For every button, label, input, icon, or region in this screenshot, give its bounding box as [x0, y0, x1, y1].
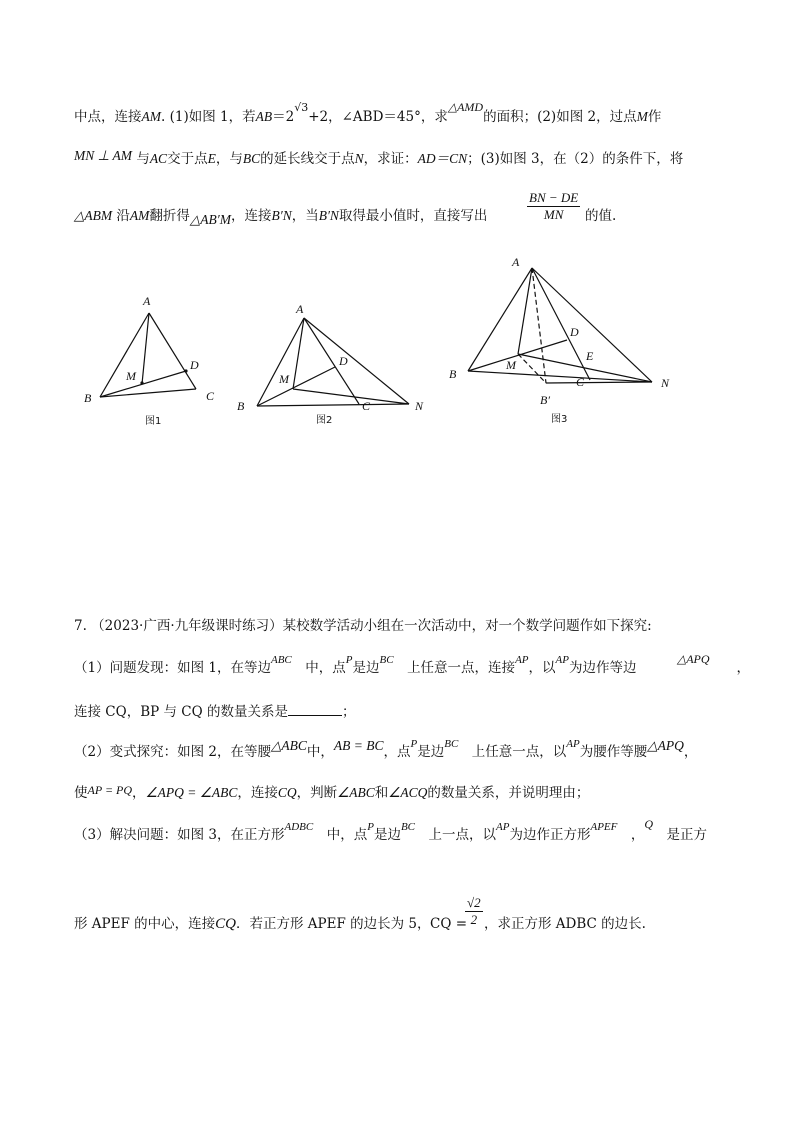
- text: ，判断: [296, 785, 338, 801]
- label-A: A: [296, 302, 304, 316]
- text: 的面积；(2)如图 2，过点: [483, 109, 637, 125]
- math-BpN: B′N: [271, 208, 292, 223]
- segment-AC: [149, 313, 196, 389]
- text: . (1)如图 1，若: [161, 109, 256, 125]
- label-N: N: [415, 399, 424, 413]
- math-M: M: [636, 109, 648, 124]
- text: +2，: [308, 109, 342, 125]
- math-AM: AM: [141, 109, 161, 124]
- label-B: B: [84, 391, 92, 405]
- math-BC: BC: [444, 738, 459, 750]
- figure-2-caption: 图2: [316, 415, 333, 426]
- math-sqrt3: √3: [294, 101, 309, 114]
- text: 是边: [352, 660, 380, 676]
- label-M: M: [506, 358, 516, 372]
- text: 与: [136, 151, 150, 167]
- label-B: B: [237, 399, 245, 413]
- text: ；: [341, 704, 356, 720]
- math-E: E: [207, 151, 216, 166]
- text: 上任意一点，连接: [407, 660, 516, 676]
- text: ；(3)如图 3，在（2）的条件下，将: [467, 151, 684, 167]
- math-AB: AB: [255, 109, 273, 124]
- text: ，: [683, 744, 698, 760]
- figure-2-labels: [237, 302, 424, 413]
- math-ABC: ABC: [270, 654, 292, 666]
- p6-line3-end: 的值.: [585, 208, 617, 224]
- p7-part2-line2: [74, 783, 589, 803]
- segment-BN: [257, 404, 409, 406]
- text: ，以: [528, 660, 556, 676]
- text: （3）解决问题：如图 3，在正方形: [74, 827, 285, 843]
- figure-2: [257, 318, 409, 406]
- figure-3: [468, 268, 652, 383]
- segment-MBp: [518, 354, 546, 383]
- p7-header: 7. （2023·广西·九年级课时练习）某校数学活动小组在一次活动中，对一个数学问题作如下探究:: [74, 618, 652, 634]
- fraction-denominator: MN: [543, 207, 564, 222]
- text: 是正方: [666, 827, 708, 843]
- label-C: C: [362, 399, 371, 413]
- text: ，: [630, 827, 645, 843]
- p7-part3-line2-end: ，求正方形 ADBC 的边长.: [484, 916, 646, 932]
- math-BC: BC: [379, 654, 394, 666]
- math-BpN: B′N: [318, 208, 339, 223]
- math-MN-perp-AM: MN ⊥ AM: [74, 148, 133, 163]
- p7-part3-line2: [74, 914, 431, 934]
- fraction-numerator: BN − DE: [529, 190, 579, 205]
- label-A: A: [512, 255, 520, 269]
- text: 中点，连接: [74, 109, 142, 125]
- text: 交于点: [167, 151, 208, 167]
- math-angle-eq: ∠APQ = ∠ABC: [145, 785, 238, 800]
- text: 中，点: [305, 660, 346, 676]
- text: 上一点，以: [428, 827, 497, 843]
- math-angle-ABC: ∠ABC: [337, 785, 375, 800]
- text: ，连接: [237, 785, 278, 801]
- math-AP: AP: [555, 654, 569, 666]
- text: ，点: [383, 744, 411, 760]
- segment-ABp: [532, 268, 546, 383]
- text: 中，点: [326, 827, 368, 843]
- text: ＝2: [272, 109, 295, 125]
- math-CQ-equals: CQ =: [430, 916, 467, 932]
- label-C: C: [576, 375, 585, 389]
- segment-BpN: [546, 382, 652, 383]
- math-APEF: APEF: [590, 821, 618, 833]
- label-E: E: [586, 349, 594, 363]
- math-angle-ACQ: ∠ACQ: [388, 785, 428, 800]
- figure-3-labels: [449, 255, 670, 407]
- text: 沿: [116, 208, 130, 224]
- math-AP: AP: [566, 738, 580, 750]
- text: 连接 CQ，BP 与 CQ 的数量关系是: [74, 704, 288, 720]
- text: 是边: [417, 744, 445, 760]
- label-N: N: [661, 376, 670, 390]
- label-D: D: [570, 325, 579, 339]
- math-P: P: [367, 821, 374, 833]
- text: （2）变式探究：如图 2，在等腰: [74, 744, 271, 760]
- fraction-sqrt2-over-2: [465, 895, 483, 928]
- text: 形 APEF 的中心，连接: [74, 916, 216, 932]
- p7-part1-line1: [74, 652, 751, 679]
- math-tri-APQ: △APQ: [676, 652, 710, 666]
- label-D: D: [190, 358, 199, 372]
- math-N: N: [354, 151, 364, 166]
- math-AC: AC: [149, 151, 168, 166]
- text: 和: [374, 785, 389, 801]
- label-M: M: [279, 372, 289, 386]
- math-tri-ABC: △ABC: [270, 738, 307, 753]
- answer-blank[interactable]: [288, 701, 342, 716]
- label-B: B: [449, 367, 457, 381]
- math-AP: AP: [515, 654, 529, 666]
- math-tri-ABM: △ABM: [74, 208, 113, 223]
- label-D: D: [339, 354, 348, 368]
- text: 是边: [373, 827, 401, 843]
- math-AP-eq-PQ: AP = PQ: [87, 783, 133, 797]
- segment-AN: [532, 268, 652, 382]
- text: ，与: [215, 151, 243, 167]
- math-AD-eq-CN: AD＝CN: [417, 151, 468, 166]
- math-tri-ABpM: △AB′M: [189, 212, 231, 227]
- math-AP: AP: [496, 821, 510, 833]
- text: 作: [647, 109, 662, 125]
- math-tri-APQ: △APQ: [647, 738, 684, 753]
- text: ，求证：: [363, 151, 418, 167]
- text: 使: [74, 785, 88, 801]
- p7-part3-line1: [74, 817, 708, 846]
- fraction-denominator: 2: [470, 912, 478, 927]
- text: 的延长线交于点: [260, 151, 355, 167]
- text: ，: [132, 785, 146, 801]
- math-BC: BC: [242, 151, 261, 166]
- math-AM: AM: [129, 208, 150, 223]
- text: 的数量关系，并说明理由；: [427, 785, 590, 801]
- math-CQ: CQ: [215, 916, 236, 932]
- segment-AM: [518, 268, 532, 354]
- text: ，连接: [231, 208, 272, 224]
- p7-part2-line1: [74, 738, 698, 763]
- text: 上任意一点，以: [471, 744, 567, 760]
- math-AB-eq-BC: AB = BC: [333, 738, 384, 753]
- fraction-numerator: √2: [467, 895, 481, 910]
- text: 为边作等边: [568, 660, 637, 676]
- segment-BD: [468, 340, 567, 371]
- math-CQ: CQ: [277, 785, 297, 800]
- math-ADBC: ADBC: [284, 821, 314, 833]
- math-P: P: [345, 654, 353, 666]
- segment-AN: [304, 318, 409, 404]
- figure-1-caption: 图1: [145, 416, 162, 427]
- math-BC: BC: [400, 821, 416, 833]
- text: 为边作正方形: [509, 827, 591, 843]
- text: 中，: [306, 744, 334, 760]
- text: 取得最小值时，直接写出: [338, 208, 488, 224]
- point-M: [140, 381, 143, 384]
- p7-part1-line2: [74, 701, 355, 722]
- point-D: [184, 369, 187, 372]
- text: 翻折得: [149, 208, 190, 224]
- math-Q: Q: [644, 817, 654, 831]
- text: ∠ABD＝45°，求: [341, 109, 448, 125]
- math-tri-AMD: △AMD: [447, 100, 484, 114]
- text: ，: [736, 660, 751, 676]
- math-P: P: [410, 738, 418, 750]
- text: 为腰作等腰: [579, 744, 648, 760]
- figure-1: [100, 313, 196, 397]
- figure-3-caption: 图3: [551, 414, 568, 425]
- label-A: A: [143, 294, 151, 308]
- text: （1）问题发现：如图 1，在等边: [74, 660, 271, 676]
- label-C: C: [206, 389, 215, 403]
- label-M: M: [126, 369, 136, 383]
- text: ，当: [291, 208, 319, 224]
- segment-AB: [468, 268, 532, 371]
- text: ．若正方形 APEF 的边长为 5，: [235, 916, 431, 932]
- label-Bp: B′: [540, 393, 550, 407]
